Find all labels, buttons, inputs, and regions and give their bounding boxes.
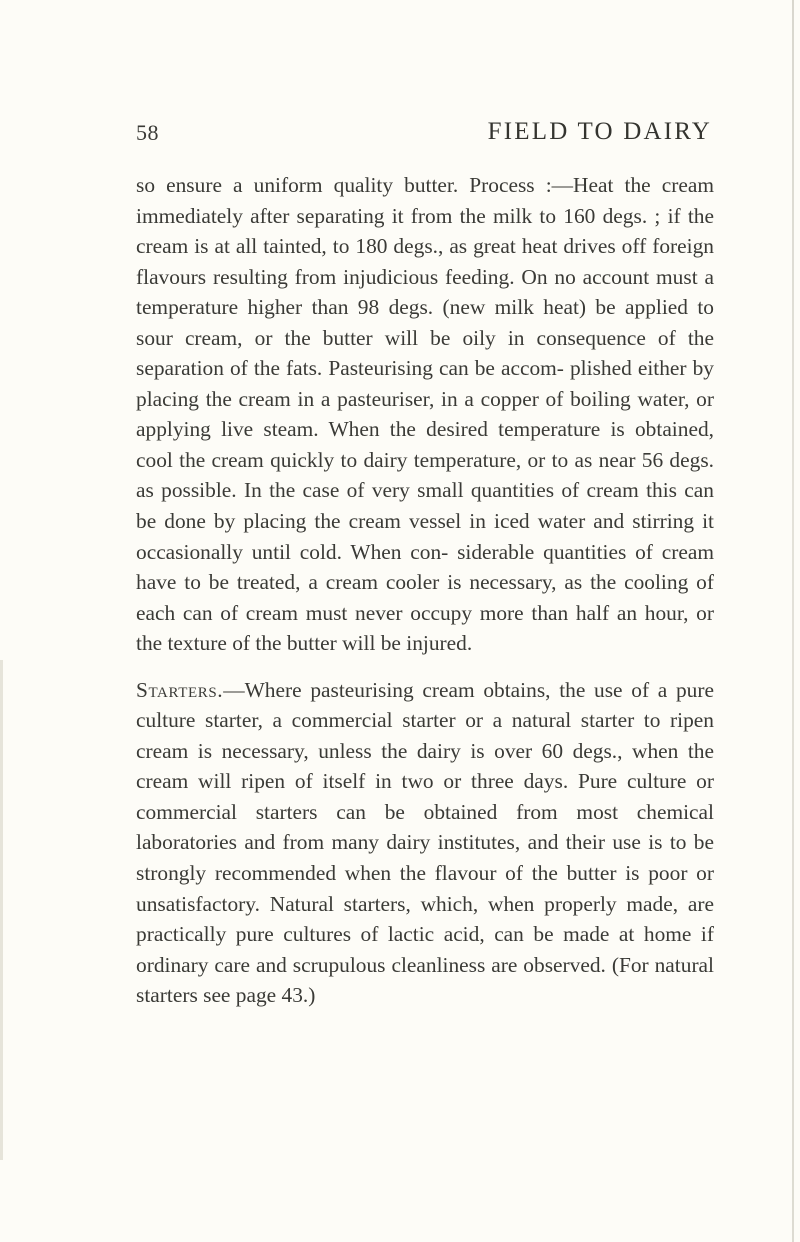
page-edge-shadow [792, 0, 794, 1242]
running-title: FIELD TO DAIRY [487, 118, 712, 145]
paragraph-starters [136, 675, 714, 1011]
body-text [136, 170, 714, 1011]
paragraph-pasteurising [136, 170, 714, 659]
page-gutter-shadow [0, 660, 3, 1160]
page-number: 58 [136, 120, 159, 145]
section-heading-starters: Starters. [136, 677, 224, 702]
running-head [136, 118, 712, 150]
paragraph-text: —Where pasteurising cream obtains, the use of a pure culture starter, a commercial starter or a natural starter to ripen cream is necessary, unless the dairy is over 60 degs., when the cream will ripen of itself in two or three days. Pure culture or commercial starters can be obtained from most chemical laboratories and from many dairy institutes, and their use is to be strongly recommended when the flavour of the butter is poor or unsatisfactory. Natural starters, which, when properly made, are practically pure cultures of lactic acid, can be made at home if ordinary care and scrupulous cleanliness are observed. (For natural starters see page 43.) [136, 677, 714, 1008]
paragraph-text: so ensure a uniform quality butter. Process :—Heat the cream immediately after separating it from the milk to 160 degs. ; if the cream is at all tainted, to 180 degs., as great heat drives off foreign flavours resulting from injudicious feeding. On no account must a temperature higher than 98 degs. (new milk heat) be applied to sour cream, or the butter will be oily in consequence of the separation of the fats. Pasteurising can be accom- plished either by placing the cream in a pasteuriser, in a copper of boiling water, or applying live steam. When the desired temperature is obtained, cool the cream quickly to dairy temperature, or to as near 56 degs. as possible. In the case of very small quantities of cream this can be done by placing the cream vessel in iced water and stirring it occasionally until cold. When con- siderable quantities of cream have to be treated, a cream cooler is necessary, as the cooling of each can of cream must never occupy more than half an hour, or the texture of the butter will be injured. [136, 173, 714, 656]
